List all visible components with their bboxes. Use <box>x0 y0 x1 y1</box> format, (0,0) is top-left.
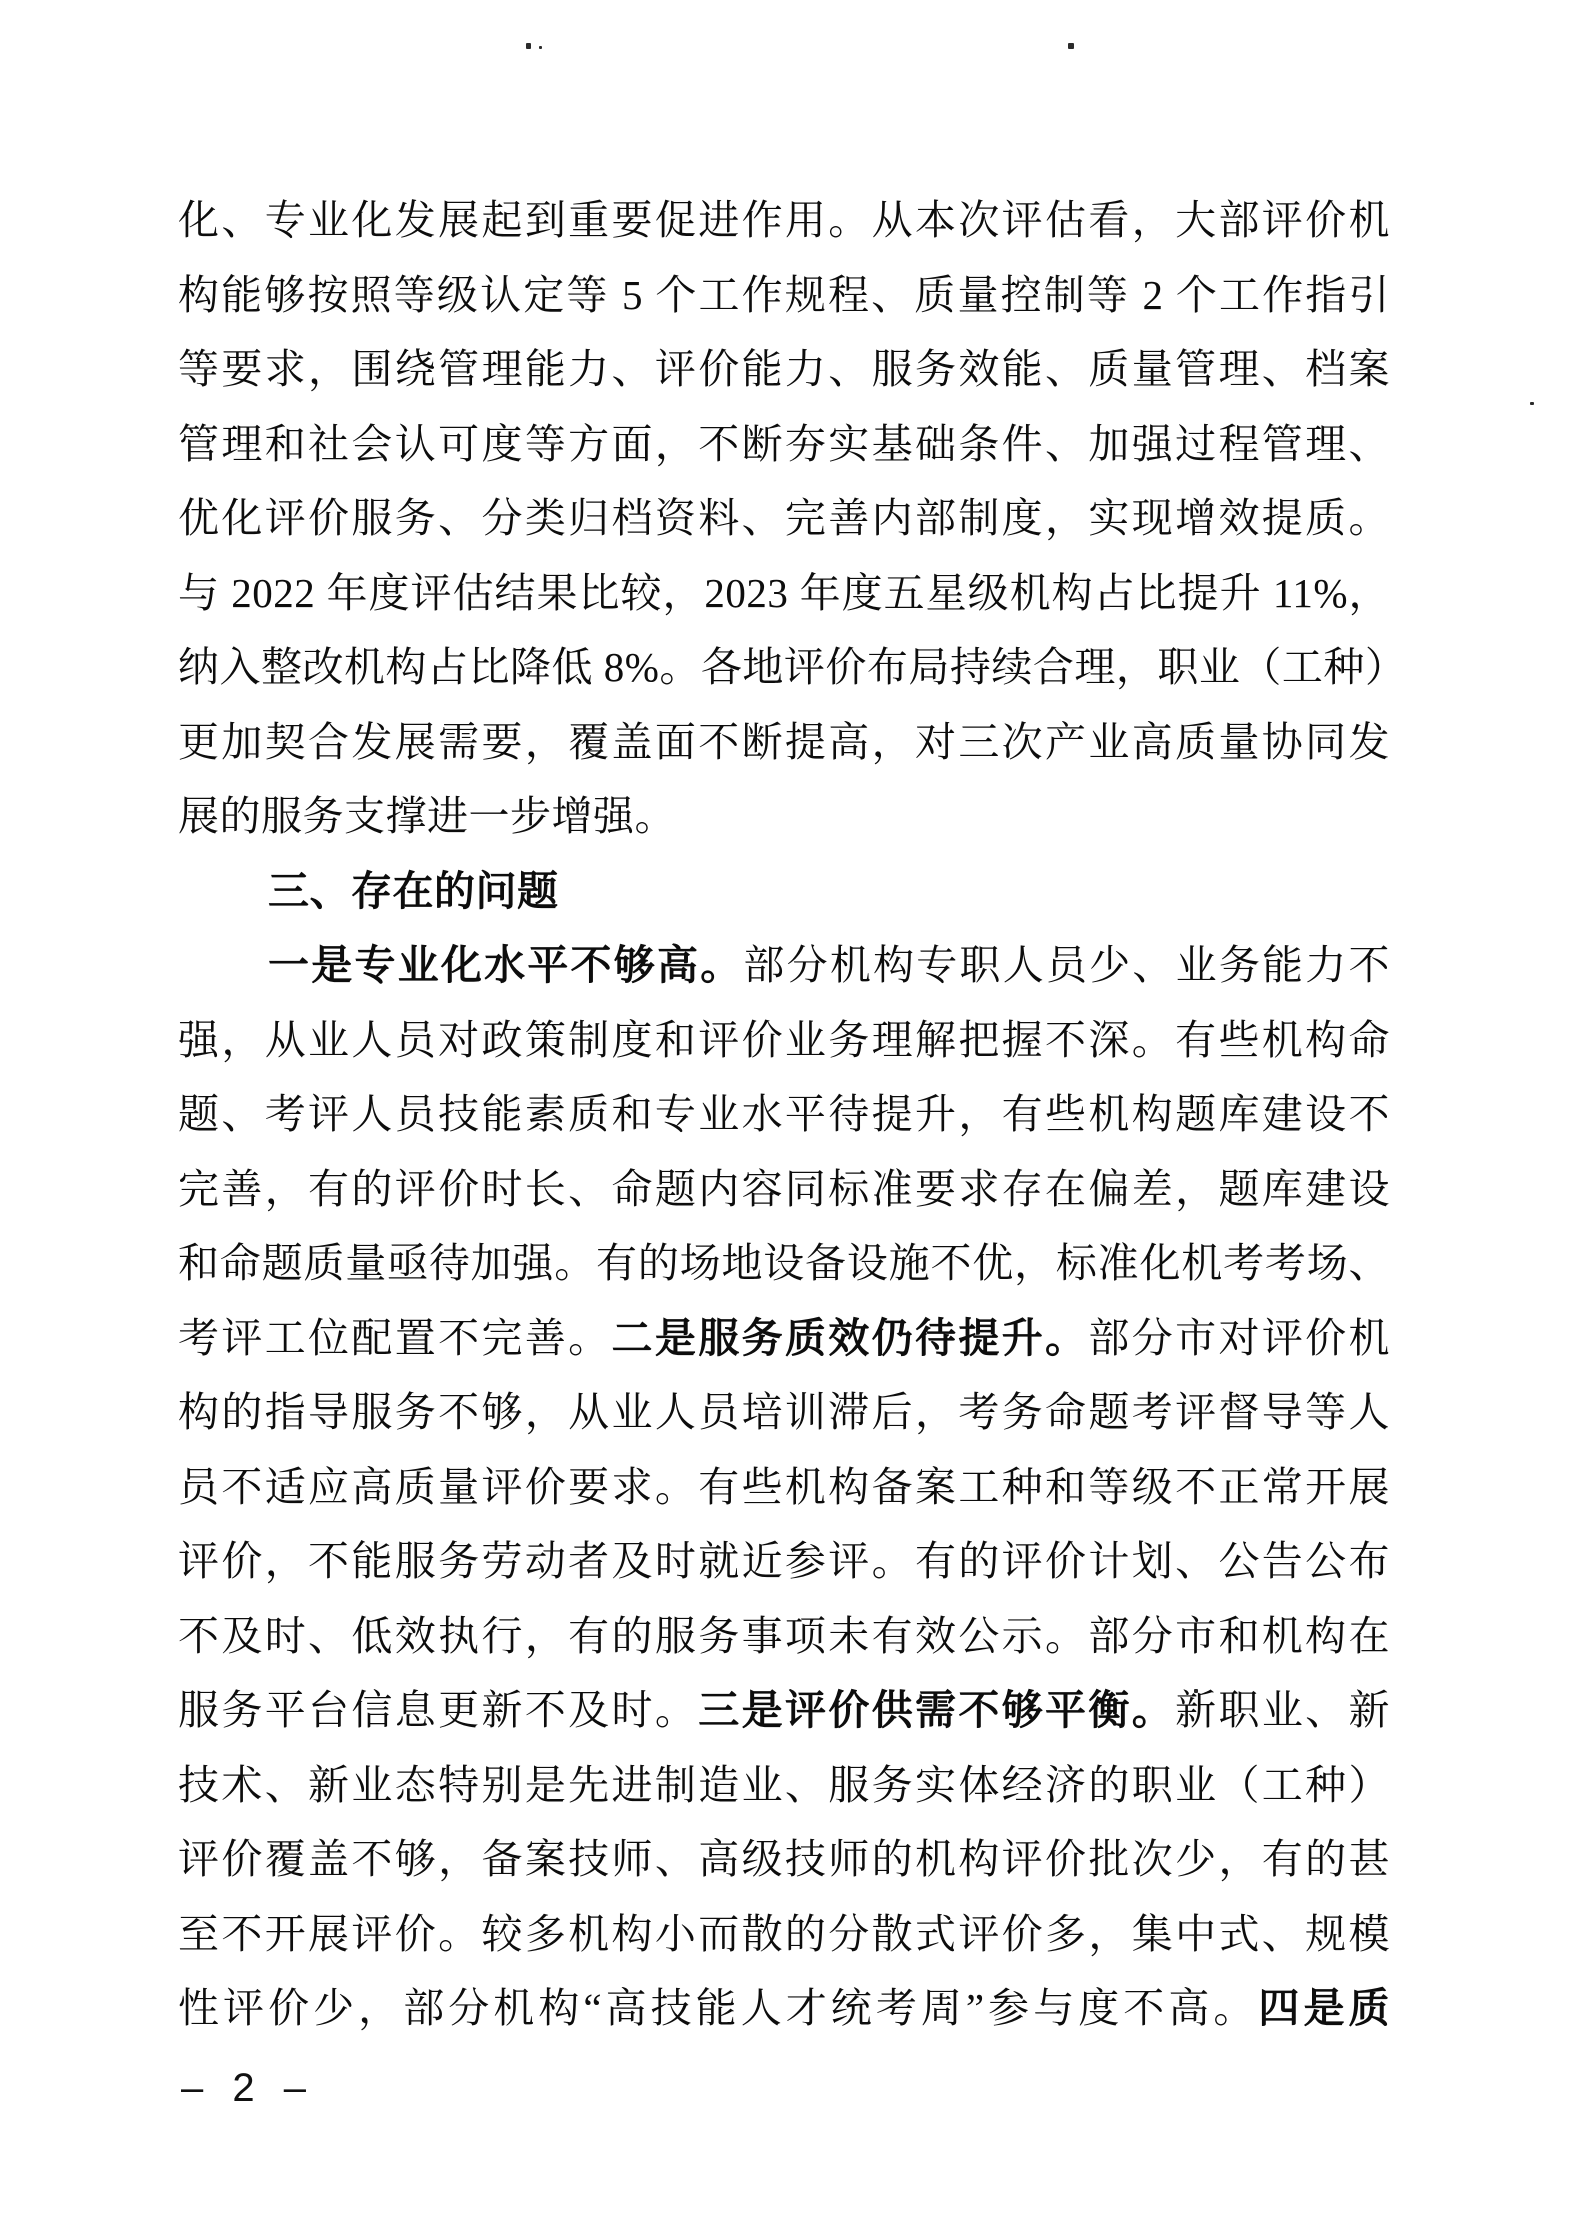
text-line <box>178 928 1390 1003</box>
text-line <box>178 258 1390 333</box>
text-segment: 纳入整改机构占比降低 8%。各地评价布局持续合理，职业（工种） <box>178 644 1407 690</box>
scan-noise-speck <box>539 46 542 49</box>
text-segment: 和命题质量亟待加强。有的场地设备设施不优，标准化机考考场、 <box>178 1240 1390 1286</box>
scan-noise-speck <box>1530 402 1534 405</box>
bold-text-segment: 三、存在的问题 <box>268 867 559 914</box>
text-line <box>178 1301 1390 1376</box>
text-line <box>178 705 1390 780</box>
text-segment: 化、专业化发展起到重要促进作用。从本次评估看，大部评价机 <box>178 197 1390 243</box>
text-line <box>178 1822 1390 1897</box>
text-line <box>178 481 1390 556</box>
text-segment: 考评工位配置不完善。 <box>178 1314 612 1361</box>
text-segment: 展的服务支撑进一步增强。 <box>178 793 676 839</box>
bold-text-segment: 二是服务质效仍待提升。 <box>611 1314 1089 1361</box>
text-segment: 至不开展评价。较多机构小而散的分散式评价多，集中式、规模 <box>178 1910 1390 1957</box>
text-line <box>178 1152 1390 1227</box>
text-segment: 部分机构专职人员少、业务能力不 <box>743 942 1391 988</box>
text-segment: 服务平台信息更新不及时。 <box>178 1687 699 1733</box>
text-segment: 不及时、低效执行，有的服务事项未有效公示。部分市和机构在 <box>178 1612 1390 1659</box>
text-line <box>178 332 1390 407</box>
bold-text-segment: 一是专业化水平不够高。 <box>268 942 744 988</box>
text-segment: 评价，不能服务劳动者及时就近参评。有的评价计划、公告公布 <box>178 1538 1390 1584</box>
text-segment: 题、考评人员技能素质和专业水平待提升，有些机构题库建设不 <box>178 1091 1390 1137</box>
text-segment: 员不适应高质量评价要求。有些机构备案工种和等级不正常开展 <box>178 1463 1390 1510</box>
text-segment: 优化评价服务、分类归档资料、完善内部制度，实现增效提质。 <box>178 495 1390 541</box>
scan-noise-speck <box>526 43 531 49</box>
text-line <box>178 1599 1390 1674</box>
page-number: – 2 – <box>181 2066 315 2110</box>
text-line <box>178 1673 1390 1748</box>
text-segment: 更加契合发展需要，覆盖面不断提高，对三次产业高质量协同发 <box>178 718 1390 765</box>
text-segment: 构的指导服务不够，从业人员培训滞后，考务命题考评督导等人 <box>178 1389 1390 1435</box>
text-line <box>178 1226 1390 1301</box>
text-segment: 管理和社会认可度等方面，不断夯实基础条件、加强过程管理、 <box>178 420 1390 467</box>
bold-text-segment: 三是评价供需不够平衡。 <box>698 1687 1176 1733</box>
text-segment: 构能够按照等级认定等 5 个工作规程、质量控制等 2 个工作指引 <box>178 271 1390 318</box>
text-line <box>178 1450 1390 1525</box>
text-line <box>178 556 1390 631</box>
text-line <box>178 1003 1390 1078</box>
text-line <box>178 779 1390 854</box>
text-line <box>178 1897 1390 1972</box>
bold-text-segment: 四是质 <box>1258 1985 1390 2031</box>
text-line <box>178 1748 1390 1823</box>
text-line <box>178 407 1390 482</box>
text-line <box>178 1375 1390 1450</box>
text-line <box>178 854 1390 929</box>
text-segment: 评价覆盖不够，备案技师、高级技师的机构评价批次少，有的甚 <box>178 1836 1390 1882</box>
text-line <box>178 183 1390 258</box>
text-segment: 与 2022 年度评估结果比较，2023 年度五星级机构占比提升 11%， <box>178 569 1390 616</box>
text-segment: 性评价少，部分机构“高技能人才统考周”参与度不高。 <box>178 1985 1259 2031</box>
document-body <box>178 183 1407 2046</box>
text-line <box>178 630 1407 705</box>
scan-noise-speck <box>1068 43 1074 49</box>
text-segment: 新职业、新 <box>1175 1687 1391 1733</box>
text-segment: 完善，有的评价时长、命题内容同标准要求存在偏差，题库建设 <box>178 1165 1390 1212</box>
text-segment: 强，从业人员对政策制度和评价业务理解把握不深。有些机构命 <box>178 1016 1390 1063</box>
text-line <box>178 1524 1390 1599</box>
text-segment: 部分市对评价机 <box>1088 1314 1391 1361</box>
text-line <box>178 1971 1390 2046</box>
text-segment: 等要求，围绕管理能力、评价能力、服务效能、质量管理、档案 <box>178 346 1390 392</box>
text-line <box>178 1077 1390 1152</box>
text-segment: 技术、新业态特别是先进制造业、服务实体经济的职业（工种） <box>178 1761 1390 1808</box>
